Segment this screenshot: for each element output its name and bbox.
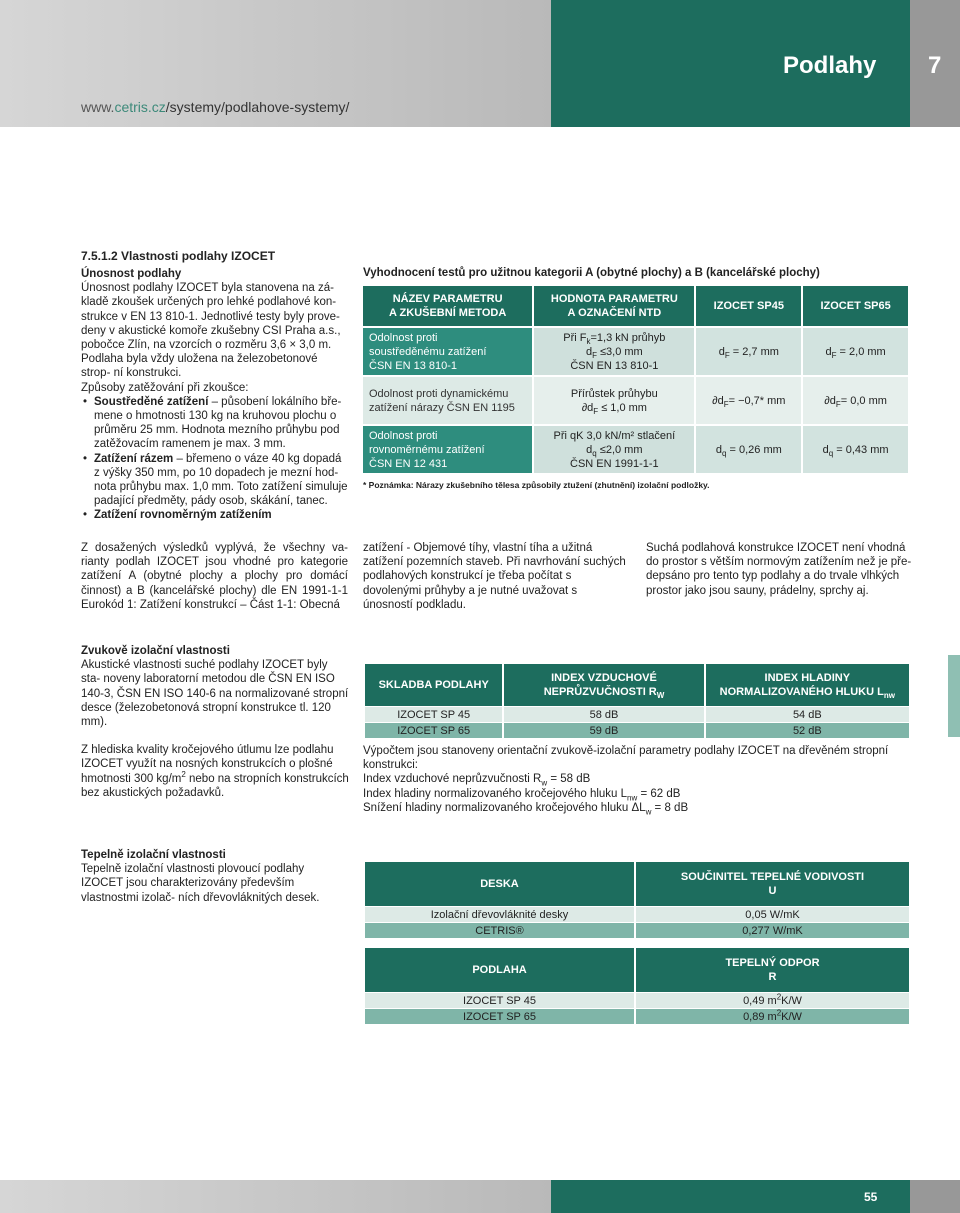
row3-value: Při qK 3,0 kN/m² stlačení $d_q \le 2,0$ mm ČSN EN 1991-1-1 bbox=[534, 426, 694, 473]
website-url[interactable] bbox=[81, 98, 349, 117]
row2-sp45: $\partial d_F= -0,7*$ mm bbox=[696, 377, 801, 424]
unosnost-para2: Způsoby zatěžování při zkoušce: bbox=[81, 381, 249, 394]
table-row bbox=[365, 707, 909, 722]
conclusion-col1: Z dosažených výsledků vyplývá, že všechny va- rianty podlah IZOCET jsou vhodné pro kategorie zatížení A (obytné plochy a plochy pro domácí činnost) a B (kancelářské plochy) dle EN 1991-1-1 Eurokód 1: Zatížení konstrukcí – Část 1-1: Obecná bbox=[81, 542, 348, 611]
acoustic-calc bbox=[363, 744, 913, 815]
cell: 0,49 $m^2K/W$ bbox=[636, 993, 909, 1008]
cell: IZOCET SP 65 bbox=[365, 723, 502, 738]
cell: 0,89 $m^2K/W$ bbox=[636, 1009, 909, 1024]
url-prefix: www. bbox=[81, 99, 115, 115]
unosnost-block bbox=[81, 267, 349, 523]
side-tab-marker bbox=[948, 655, 960, 737]
col-header-lnw: INDEX HLADINY NORMALIZOVANÉHO HLUKU $L_{nw}$ bbox=[706, 664, 909, 706]
col-header-sp45: IZOCET SP45 bbox=[696, 286, 801, 326]
test-table-note: * Poznámka: Nárazy zkušebního tělesa způsobily ztužení (zhutnění) izolační podložky. bbox=[363, 480, 710, 490]
zvuk-para2: Z hlediska kvality kročejového útlumu lze podlahu IZOCET využít na nosných konstrukcích o plošné hmotnosti 300 $kg/m^2$ nebo na stropních konstrukcích bez akustických požadavků. bbox=[81, 744, 349, 799]
cell: CETRIS® bbox=[365, 923, 634, 938]
col-header-rw: INDEX VZDUCHOVÉ NEPRŮZVUČNOSTI $R_W$ bbox=[504, 664, 703, 706]
page-number: 55 bbox=[864, 1190, 878, 1204]
table-row bbox=[365, 1009, 909, 1024]
table-row bbox=[363, 377, 908, 424]
acoustic-table bbox=[363, 663, 911, 739]
col-header-vodivost: SOUČINITEL TEPELNÉ VODIVOSTI U bbox=[636, 862, 909, 906]
cell: 58 dB bbox=[504, 707, 703, 722]
tepel-block bbox=[81, 848, 349, 905]
row3-parameter: Odolnost proti rovnoměrnému zatížení ČSN EN 12 431 bbox=[363, 426, 532, 473]
unosnost-title: Únosnost podlahy bbox=[81, 268, 182, 280]
chapter-title: Podlahy bbox=[783, 52, 877, 79]
cell: 54 dB bbox=[706, 707, 909, 722]
list-item: • Zatížení rovnoměrným zatížením bbox=[81, 508, 349, 522]
table-row bbox=[365, 907, 909, 922]
calc-intro: Výpočtem jsou stanoveny orientační zvukově-izolační parametry podlahy IZOCET na dřevěném stropní konstrukci: bbox=[363, 745, 889, 772]
zvuk-block bbox=[81, 644, 349, 800]
row3-sp45: $d_q = 0,26$ mm bbox=[696, 426, 801, 473]
row2-value: Přírůstek průhybu $\partial d_F \le 1,0$ mm bbox=[534, 377, 694, 424]
url-domain: cetris.cz bbox=[114, 99, 166, 115]
cell: IZOCET SP 45 bbox=[365, 993, 634, 1008]
col-header-podlaha: PODLAHA bbox=[365, 948, 634, 992]
cell: IZOCET SP 45 bbox=[365, 707, 502, 722]
tepel-title: Tepelně izolační vlastnosti bbox=[81, 849, 226, 861]
row2-sp65: $\partial d_F= 0,0$ mm bbox=[803, 377, 908, 424]
resistance-table bbox=[363, 947, 911, 1025]
table-row bbox=[365, 993, 909, 1008]
cell: 52 dB bbox=[706, 723, 909, 738]
col-header-skladba: SKLADBA PODLAHY bbox=[365, 664, 502, 706]
zvuk-title: Zvukově izolační vlastnosti bbox=[81, 645, 230, 657]
unosnost-para1: Únosnost podlahy IZOCET byla stanovena na zá- kladě zkoušek určených pro lehké podlahové kon- strukce v EN 13 810-1. Jednotlivé testy byly prove- deny v akustické komoře zkušebny CSI Praha a.s., pobočce Zlín, na vzorcích o rozměru 3,6 × 3,0 m. Podlaha byla vždy uložena na železobetonové strop- ní konstrukci. bbox=[81, 282, 341, 380]
table-row bbox=[363, 328, 908, 375]
list-item: • Zatížení rázem – břemeno o váze 40 kg dopadá z výšky 350 mm, po 10 dopadech je mezní hod- nota průhybu max. 1,0 mm. Toto zatížení simuluje padající předměty, pády osob, skákání, tanec. bbox=[81, 452, 349, 509]
table-row bbox=[365, 723, 909, 738]
conductivity-table bbox=[363, 861, 911, 939]
row2-parameter: Odolnost proti dynamickému zatížení nárazy ČSN EN 1195 bbox=[363, 377, 532, 424]
conclusion-col2: zatížení - Objemové tíhy, vlastní tíha a užitná zatížení pozemních staveb. Při navrhování suchých podlahových konstrukcí je třeba počítat s dovolenými průhyby a je nutné uvažovat s únosností podkladu. bbox=[363, 542, 626, 611]
row1-value: Při $F_k=1,3$ kN průhyb $d_F \le 3,0$ mm ČSN EN 13 810-1 bbox=[534, 328, 694, 375]
conclusion-col3: Suchá podlahová konstrukce IZOCET není vhodná do prostor s větším normovým zatížením než je pře- depsáno pro tento typ podlahy a do trvale vlhkých prostor jako jsou sauny, prádelny, sprchy aj. bbox=[646, 542, 912, 597]
table-row bbox=[363, 426, 908, 473]
list-item: • Soustředěné zatížení – působení lokálního bře- mene o hmotnosti 130 kg na kruhovou plochu o průměru 25 mm. Hodnota mezního průhybu pod zatěžovacím ramenem je max. 3 mm. bbox=[81, 395, 349, 452]
col-header-parameter: NÁZEV PARAMETRU A ZKUŠEBNÍ METODA bbox=[363, 286, 532, 326]
row3-sp65: $d_q = 0,43$ mm bbox=[803, 426, 908, 473]
test-results-table bbox=[361, 284, 910, 475]
tepel-para: Tepelně izolační vlastnosti plovoucí podlahy IZOCET jsou charakterizovány především vlastnostmi izolač- ních dřevovláknitých desek. bbox=[81, 863, 320, 904]
chapter-number: 7 bbox=[928, 52, 942, 79]
table-row bbox=[365, 923, 909, 938]
cell: 0,277 W/mK bbox=[636, 923, 909, 938]
col-header-odpor: TEPELNÝ ODPOR R bbox=[636, 948, 909, 992]
footer-band-green bbox=[551, 1180, 910, 1213]
cell: Izolační dřevovláknité desky bbox=[365, 907, 634, 922]
col-header-deska: DESKA bbox=[365, 862, 634, 906]
row1-parameter: Odolnost proti soustředěnému zatížení ČSN EN 13 810-1 bbox=[363, 328, 532, 375]
url-path: /systemy/podlahove-systemy/ bbox=[165, 99, 350, 115]
row1-sp65: $d_F = 2,0$ mm bbox=[803, 328, 908, 375]
test-table-caption: Vyhodnocení testů pro užitnou kategorii A (obytné plochy) a B (kancelářské plochy) bbox=[363, 267, 820, 279]
zvuk-para1: Akustické vlastnosti suché podlahy IZOCET byly sta- noveny laboratorní metodou dle ČSN EN ISO 140-3, ČSN EN ISO 140-6 na normalizované stropní desce (železobetonová stropní konstrukce tl. 120 mm). bbox=[81, 659, 349, 729]
col-header-value: HODNOTA PARAMETRU A OZNAČENÍ NTD bbox=[534, 286, 694, 326]
col-header-sp65: IZOCET SP65 bbox=[803, 286, 908, 326]
cell: 0,05 W/mK bbox=[636, 907, 909, 922]
footer-band-grey bbox=[0, 1180, 551, 1213]
section-heading: 7.5.1.2 Vlastnosti podlahy IZOCET bbox=[81, 249, 276, 263]
load-methods-list bbox=[81, 395, 349, 523]
cell: IZOCET SP 65 bbox=[365, 1009, 634, 1024]
calc-line-dlw: Snížení hladiny normalizovaného kročejového hluku $\Delta L_w = 8$ dB bbox=[363, 801, 689, 817]
row1-sp45: $d_F = 2,7$ mm bbox=[696, 328, 801, 375]
cell: 59 dB bbox=[504, 723, 703, 738]
footer-band-chip bbox=[910, 1180, 960, 1213]
calc-line-rw: Index vzduchové neprůzvučnosti $R_w = 58$ dB bbox=[363, 773, 591, 788]
calc-line-lnw: Index hladiny normalizovaného kročejového hluku $L_{nw} = 62$ dB bbox=[363, 787, 681, 802]
